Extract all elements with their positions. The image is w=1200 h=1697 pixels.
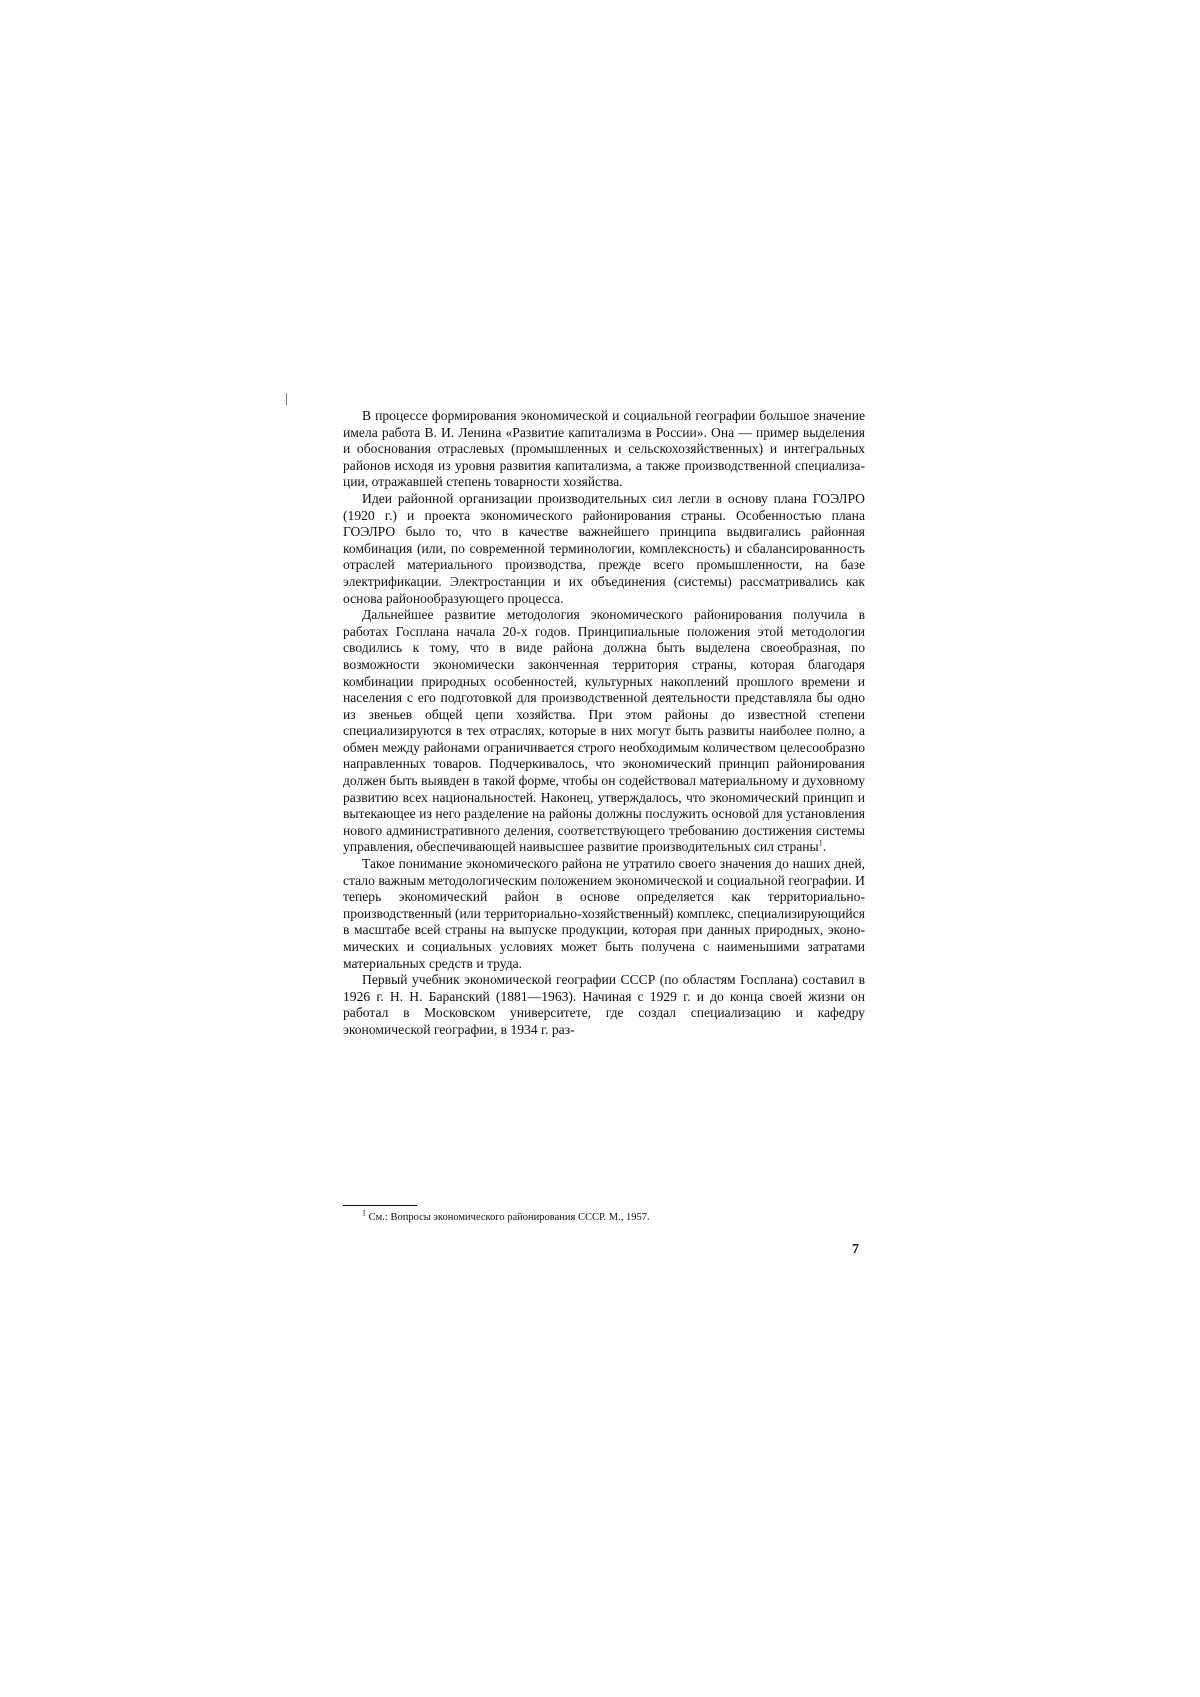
paragraph-3-text: Дальнейшее развитие методология экономического районирования получила в работах Госплана начала 20-х годов. Принципиальные положения этой методологии сводились к тому, что в виде района должна быть выделена своеобразная, по возможности экономически законченная территория страны, которая благодаря комбинации природных особенностей, культурных накоплений прошлого времени и населения с его подготовкой для производственной деятельности представляла бы одно из звеньев общей цепи хозяйства. При этом районы до известной степени специализируются в тех отраслях, которые в них могут быть развиты наиболее полно, а обмен между районами ограничивается строго необходимым количеством целесообразно направленных товаров. Подчеркивалось, что экономический принцип районирования должен быть выявден в такой форме, чтобы он содействовал материальному и духовному развитию всех национальностей. Наконец, утверждалось, что экономический принцип и вытекающее из него разделение на районы должны послужить основой для установления нового административного деления, соответствующего требованию достижения системы управления, обеспечивающей наивысшее развитие производительных сил страны (343, 607, 865, 855)
footnote-reference[interactable]: 1 (818, 838, 823, 848)
paragraph-2: Идеи районной организации производительных сил легли в основу плана ГОЭЛРО (1920 г.) и проекта экономического районирования страны. Особенностью плана ГОЭЛРО было то, что в качестве важнейшего принципа выдвигались районная комбинация (или, по современной терминологии, комплексность) и сбалансированность отраслей материального производства, прежде всего промышленности, на базе электрификации. Электростанции и их объединения (системы) рассматривались как основа районообразующего процесса. (343, 490, 865, 606)
main-text-column (343, 408, 865, 1039)
paragraph-1: В процессе формирования экономической и социальной географии большое значение имела работа В. И. Ленина «Развитие капитализма в России». Она — пример выделения и обоснования отраслевых (промышленных и сельскохозяйственных) и интегральных районов исходя из уровня развития капитализма, а также производственной специализации, отражавшей степень товарности хозяйства. (343, 408, 865, 490)
paragraph-5: Первый учебник экономической географии СССР (по областям Госплана) составил в 1926 г. Н. Н. Баранский (1881—1963). Начиная с 1929 г. и до конца своей жизни он работал в Московском университете, где создал специализацию и кафедру экономической географии, в 1934 г. раз- (343, 972, 865, 1037)
scan-artifact-mark (286, 393, 287, 405)
paragraph-4: Такое понимание экономического района не утратило своего значения до наших дней, стало важным методологическим положением экономической и социальной географии. И теперь экономический район в основе определяется как территориально-производственный (или территориально-хозяйственный) комплекс, специализирующийся в масштабе всей страны на выпуске продукции, которая при данных природных, экономических и социальных условиях может быть получена с наименьшими затратами материальных средств и труда. (343, 856, 865, 971)
page-number: 7 (852, 1242, 859, 1257)
footnote-number: 1 (362, 1208, 366, 1218)
footnote-separator (343, 1205, 417, 1206)
footnote (362, 1208, 862, 1224)
paragraph-3: Дальнейшее развитие методология экономического районирования получила в работах Госплана начала 20-х годов. Принципиальные положения этой методологии сводились к тому, что в виде района должна быть выделена своеобразная, по возможности экономически законченная территория страны, которая благодаря комбинации природных особенностей, культурных накоплений прошлого времени и населения с его подготовкой для производственной деятельности представляла бы одно из звеньев общей цепи хозяйства. При этом районы до известной степени специализируются в тех отраслях, которые в них могут быть развиты наиболее полно, а обмен между районами ограничивается строго необходимым количеством целесообразно направленных товаров. Подчеркивалось, что экономический принцип районирования должен быть выявден в такой форме, чтобы он содействовал материальному и духовному развитию всех национальностей. Наконец, утверждалось, что экономический принцип и вытекающее из него разделение на районы должны послужить основой для установления нового административного деления, соответствующего требованию достижения системы управления, обеспечивающей наивысшее развитие производительных сил страны$^1$. (343, 607, 865, 855)
footnote-text: См.: Вопросы экономического районирования СССР. М., 1957. (368, 1212, 650, 1223)
